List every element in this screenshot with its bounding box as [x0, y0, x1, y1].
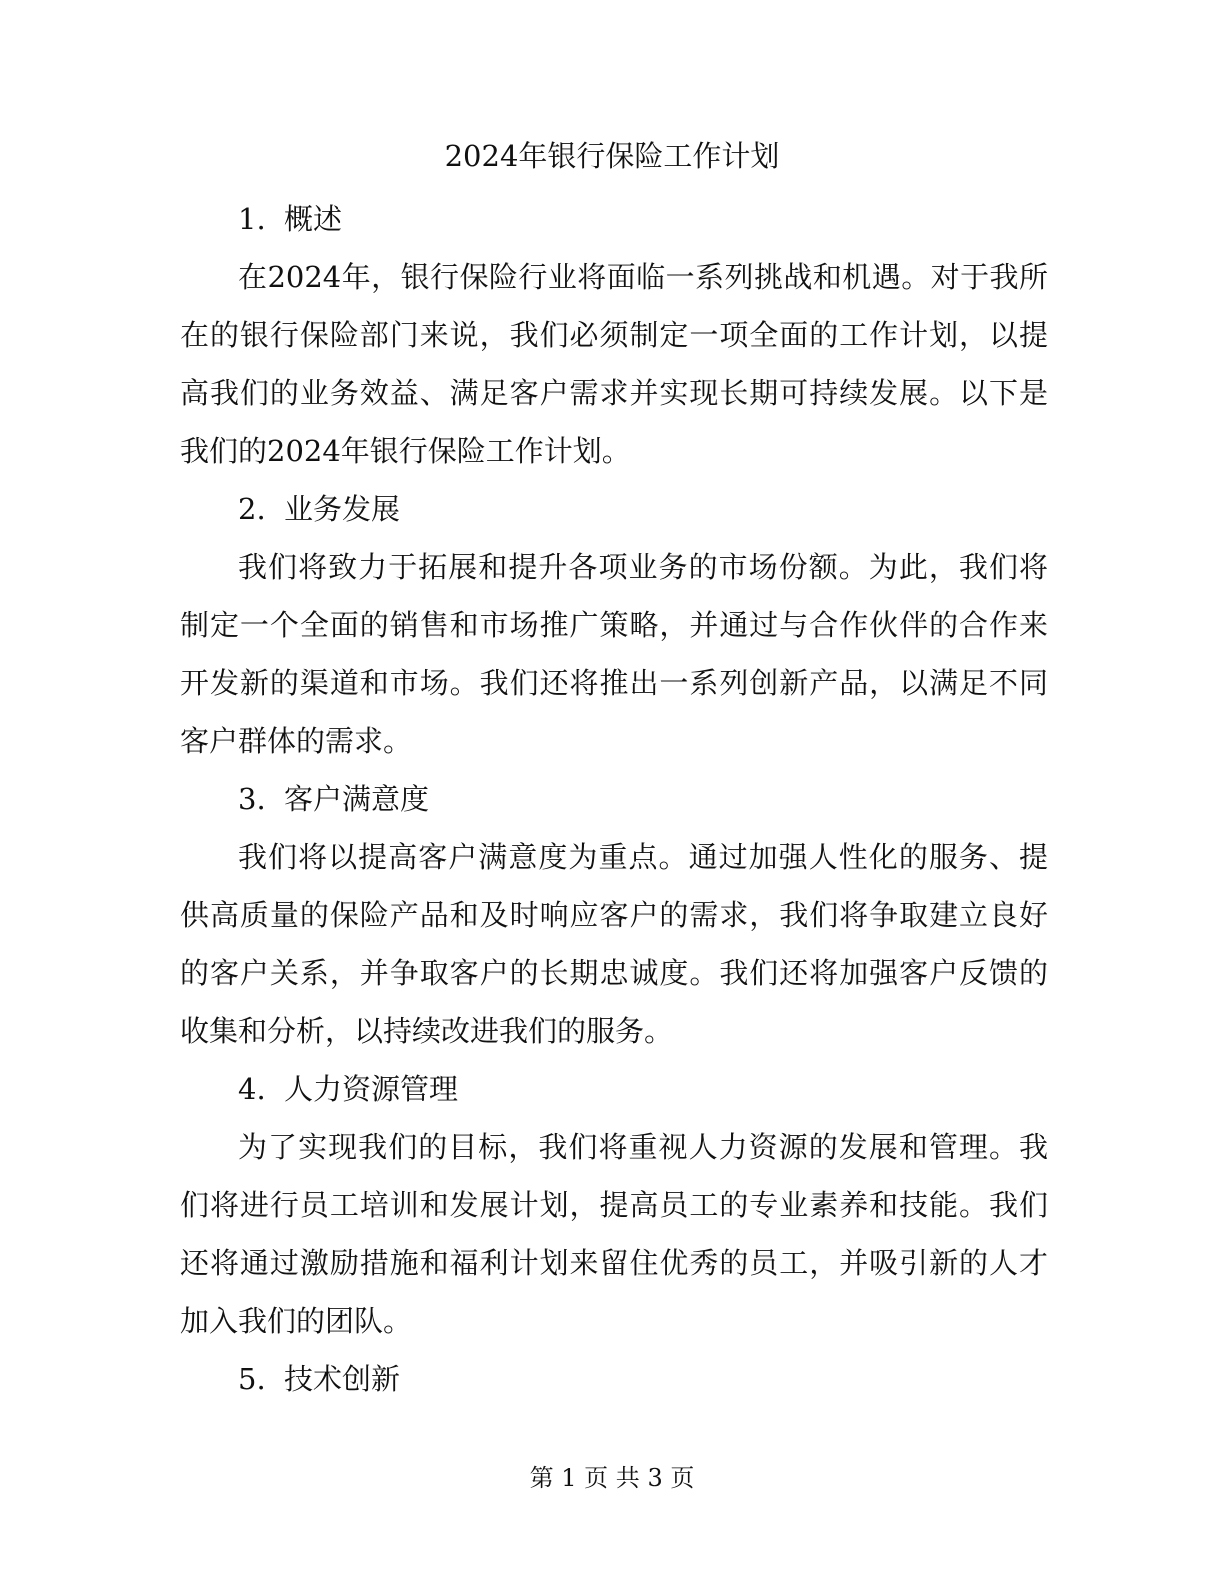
- section-heading-text: 概述: [284, 202, 343, 236]
- section-heading-3: [180, 770, 1048, 828]
- section-heading-text: 业务发展: [284, 492, 401, 526]
- section-paragraph-4: 为了实现我们的目标，我们将重视人力资源的发展和管理。我们将进行员工培训和发展计划，提高员工的专业素养和技能。我们还将通过激励措施和福利计划来留住优秀的员工，并吸引新的人才加入我们的团队。: [180, 1130, 1048, 1338]
- section-number: 3.: [238, 782, 266, 816]
- page-footer: 第 1 页 共 3 页: [529, 1464, 695, 1492]
- document-title: 2024年银行保险工作计划: [444, 139, 780, 173]
- section-number: 2.: [238, 492, 266, 526]
- document-body: [180, 190, 1048, 1408]
- section-number: 4.: [238, 1072, 266, 1106]
- section-heading-2: [180, 480, 1048, 538]
- section-heading-4: [180, 1060, 1048, 1118]
- section-heading-5: [180, 1350, 1048, 1408]
- section-paragraph-2: 我们将致力于拓展和提升各项业务的市场份额。为此，我们将制定一个全面的销售和市场推广策略，并通过与合作伙伴的合作来开发新的渠道和市场。我们还将推出一系列创新产品，以满足不同客户群体的需求。: [180, 550, 1048, 758]
- section-heading-1: [180, 190, 1048, 248]
- section-heading-text: 客户满意度: [284, 782, 430, 816]
- section-number: 5.: [238, 1362, 266, 1396]
- section-heading-text: 人力资源管理: [284, 1072, 459, 1106]
- section-number: 1.: [238, 202, 266, 236]
- section-paragraph-3: 我们将以提高客户满意度为重点。通过加强人性化的服务、提供高质量的保险产品和及时响应客户的需求，我们将争取建立良好的客户关系，并争取客户的长期忠诚度。我们还将加强客户反馈的收集和分析，以持续改进我们的服务。: [180, 840, 1048, 1048]
- section-heading-text: 技术创新: [284, 1362, 401, 1396]
- section-paragraph-1: 在2024年，银行保险行业将面临一系列挑战和机遇。对于我所在的银行保险部门来说，我们必须制定一项全面的工作计划，以提高我们的业务效益、满足客户需求并实现长期可持续发展。以下是我们的2024年银行保险工作计划。: [180, 260, 1048, 468]
